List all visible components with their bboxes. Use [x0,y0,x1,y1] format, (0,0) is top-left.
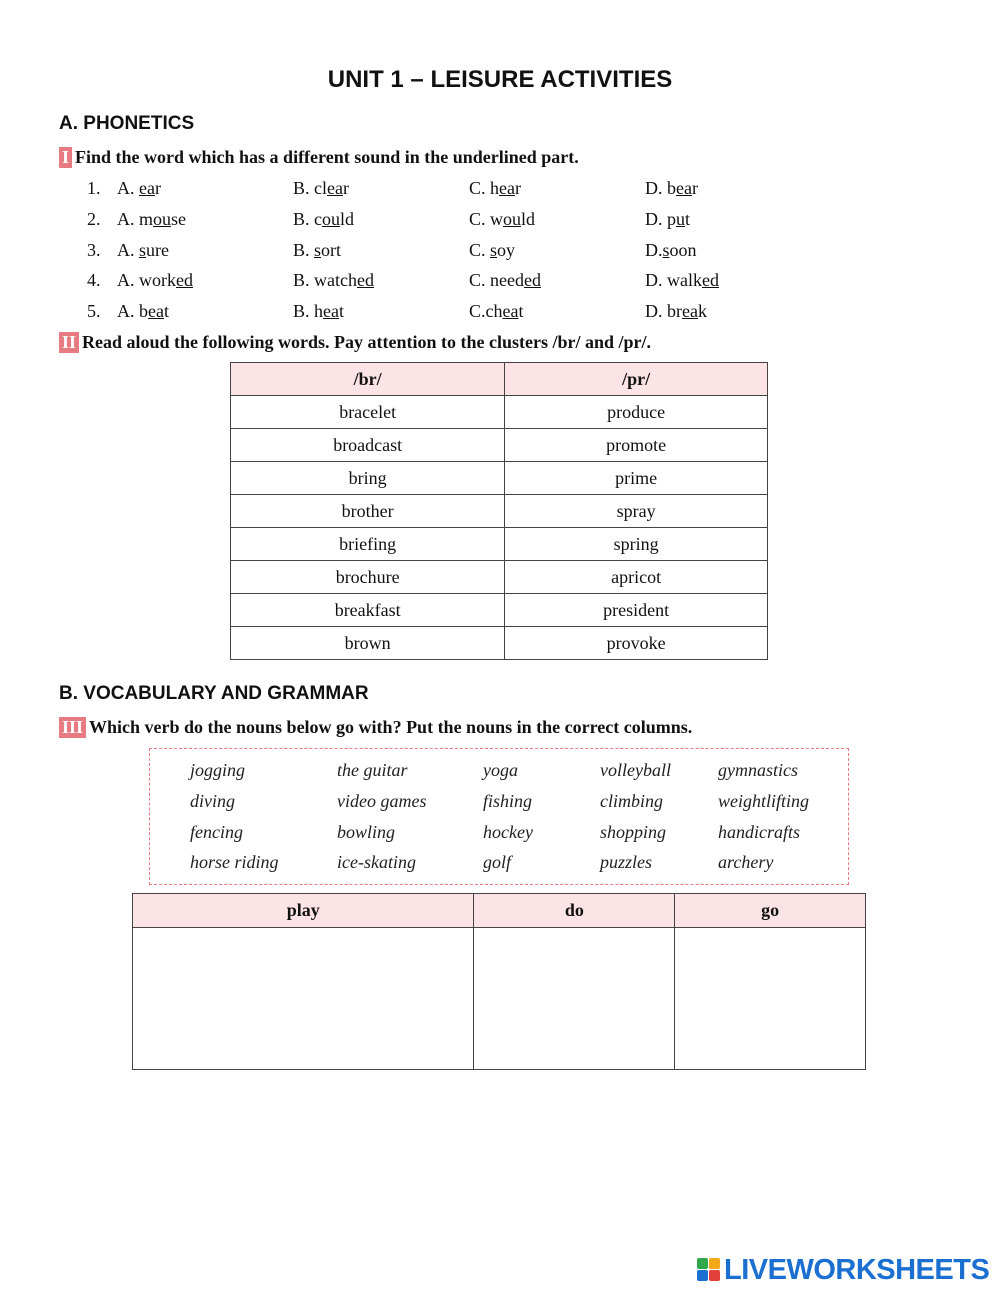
option-text: ld [340,208,355,229]
option-text: r [515,178,521,198]
task-badge: II [59,332,79,353]
underlined-part: u [676,208,685,229]
draggable-word[interactable]: handicrafts [718,821,801,842]
question-number: 3. [87,239,101,260]
draggable-word[interactable]: hockey [483,821,533,842]
answer-option-d[interactable] [645,178,698,199]
logo-text: LIVEWORKSHEETS [724,1253,990,1286]
draggable-word[interactable]: climbing [600,790,663,811]
draggable-word[interactable]: jogging [190,760,246,780]
task-instruction-text: Read aloud the following words. Pay attention to the clusters /br/ and /pr/. [82,332,652,352]
option-text: oon [669,239,697,260]
draggable-word[interactable]: puzzles [600,852,653,873]
draggable-word[interactable]: fishing [483,790,533,811]
column-header: /pr/ [505,363,768,396]
underlined-part: s [490,239,498,260]
underlined-part: ed [523,270,541,291]
draggable-word[interactable]: ice-skating [337,852,416,873]
option-text: A. [117,178,139,198]
page-title: UNIT 1 – LEISURE ACTIVITIES [327,66,673,93]
option-text: C. w [469,208,504,229]
answer-option-b[interactable] [293,270,374,291]
draggable-word[interactable]: horse riding [190,852,279,873]
table-cell: briefing [231,528,505,561]
option-text: D. p [645,208,676,229]
table-cell: produce [505,396,768,429]
option-text: C. [469,239,491,260]
underlined-part: ed [702,270,719,291]
option-text: se [171,208,186,229]
table-cell: promote [505,429,768,462]
question-number: 5. [87,301,101,322]
option-text: k [697,301,707,322]
option-text: r [342,178,349,198]
answer-option-c[interactable] [469,301,524,322]
table-cell: spray [505,495,768,528]
underlined-part: ed [176,270,193,291]
draggable-word[interactable]: the guitar [337,760,408,780]
table-row [231,495,768,528]
task-instruction-text: Which verb do the nouns below go with? Put the nouns in the correct columns. [89,717,693,737]
draggable-word[interactable]: shopping [600,821,667,842]
verb-columns-table [132,893,866,1070]
answer-option-a[interactable] [117,301,169,322]
draggable-word[interactable]: archery [718,852,774,873]
option-text: B. cl [293,178,327,198]
answer-option-d[interactable] [645,301,707,322]
underlined-part: s [139,239,147,260]
column-header-go: go [675,894,866,928]
option-text: D. walk [645,270,702,291]
underlined-part: ea [676,178,692,198]
draggable-word[interactable]: diving [190,790,235,811]
option-text: A. work [117,270,176,291]
underlined-part: ou [322,208,340,229]
logo-tile [709,1258,720,1269]
draggable-word[interactable]: bowling [337,821,396,842]
option-text: C. need [469,270,524,291]
answer-option-b[interactable] [293,301,344,322]
column-header: /br/ [231,363,505,396]
task-badge: III [59,717,86,738]
table-cell: brother [231,495,505,528]
table-row [231,561,768,594]
option-text: D. br [645,301,682,322]
option-text: t [685,208,691,229]
option-text: B. h [293,301,324,322]
table-row [231,462,768,495]
table-cell: provoke [505,627,768,660]
option-text: C.ch [469,301,503,322]
option-text: t [518,301,524,322]
option-text: oy [497,239,516,260]
logo-tile [697,1258,708,1269]
option-text: ld [521,208,536,229]
underlined-part: ea [148,301,164,322]
table-cell: brown [231,627,505,660]
underlined-part: ea [139,178,155,198]
underlined-part: ou [503,208,522,229]
table-cell: prime [505,462,768,495]
table-cell: apricot [505,561,768,594]
option-text: ure [146,239,169,260]
option-text: B. watch [293,270,357,291]
underlined-part: ea [327,178,343,198]
answer-option-a[interactable] [117,178,161,199]
draggable-word[interactable]: yoga [483,760,518,780]
draggable-word[interactable]: gymnastics [718,760,798,780]
table-cell: bracelet [231,396,505,429]
option-text: t [163,301,169,322]
option-text: t [339,301,345,322]
draggable-word[interactable]: volleyball [600,760,671,780]
section-heading-phonetics: A. PHONETICS [59,113,195,134]
column-header-play: play [133,894,474,928]
option-text: ort [321,239,342,260]
liveworksheets-logo [697,1253,989,1287]
underlined-part: ea [499,178,515,198]
drop-zone-do[interactable] [474,928,675,1070]
answer-option-c[interactable] [469,270,541,291]
drop-zone-go[interactable] [675,928,866,1070]
table-cell: brochure [231,561,505,594]
underlined-part: ea [502,301,519,322]
answer-option-d[interactable] [645,240,697,261]
task-3-instruction [59,717,692,738]
draggable-word[interactable]: weightlifting [718,790,810,811]
underlined-part: s [662,239,670,260]
option-text: r [154,178,161,198]
option-text: A. [117,239,139,260]
underlined-part: ea [682,301,698,322]
cluster-table [230,362,768,660]
answer-option-b[interactable] [293,178,349,199]
draggable-word[interactable]: fencing [190,821,243,842]
answer-option-a[interactable] [117,209,186,230]
column-header-do: do [474,894,675,928]
logo-icon [697,1258,721,1282]
underlined-part: ou [153,208,171,229]
answer-option-c[interactable] [469,240,515,261]
task-1-instruction [59,147,579,168]
table-cell: breakfast [231,594,505,627]
option-text: r [691,178,698,198]
table-row [231,594,768,627]
logo-tile [709,1270,720,1281]
table-row [231,396,768,429]
draggable-word[interactable]: video games [337,790,427,811]
option-text: A. b [117,301,148,322]
underlined-part: s [314,239,322,260]
answer-option-d[interactable] [645,270,719,291]
table-cell: broadcast [231,429,505,462]
answer-option-b[interactable] [293,209,354,230]
table-cell: president [505,594,768,627]
table-row [231,528,768,561]
underlined-part: ea [323,301,339,322]
task-instruction-text: Find the word which has a different sound in the underlined part. [75,147,579,167]
answer-option-a[interactable] [117,270,193,291]
drop-zone-play[interactable] [133,928,474,1070]
question-number: 2. [87,208,101,229]
task-2-instruction [59,332,651,353]
task-badge: I [59,147,72,168]
option-text: D. b [645,178,676,198]
word-bank [149,748,849,885]
option-text: C. h [469,178,500,198]
answer-option-c[interactable] [469,209,535,230]
section-heading-vocabulary: B. VOCABULARY AND GRAMMAR [59,683,369,704]
answer-option-a[interactable] [117,240,169,261]
underlined-part: ed [356,270,374,291]
table-cell: spring [505,528,768,561]
logo-tile [697,1270,708,1281]
option-text: D. [645,239,663,260]
table-row [231,429,768,462]
option-text: B. [293,239,315,260]
table-cell: bring [231,462,505,495]
question-number: 1. [87,178,101,198]
table-row [231,627,768,660]
answer-option-b[interactable] [293,240,341,261]
option-text: B. c [293,208,322,229]
answer-option-d[interactable] [645,209,690,230]
question-number: 4. [87,270,101,291]
draggable-word[interactable]: golf [483,852,512,873]
answer-option-c[interactable] [469,178,521,199]
option-text: A. m [117,208,153,229]
